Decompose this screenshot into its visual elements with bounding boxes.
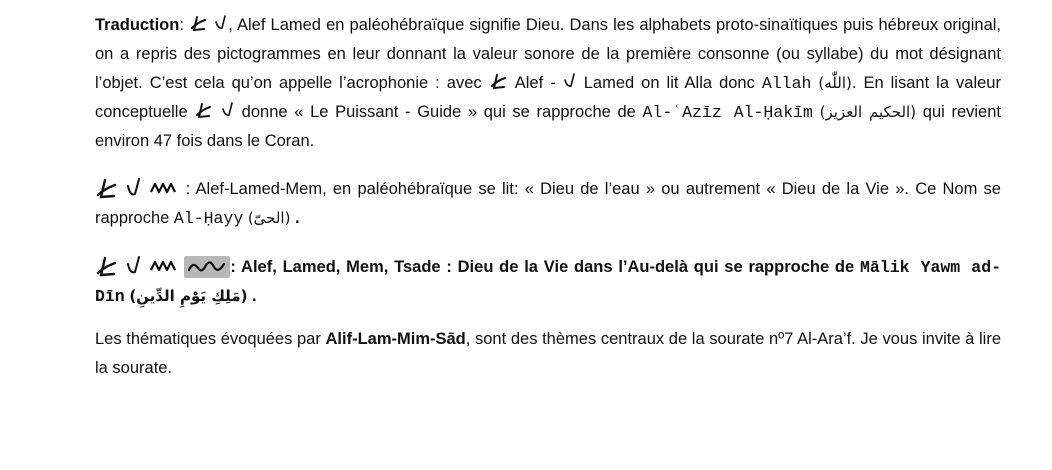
document-body [95,0,1001,383]
hayy-transliteration: Al-Ḥayy [173,209,244,228]
paleo-lamed-icon [214,14,228,32]
alif-lam-mim-sad: Alif-Lam-Mim-Sād [325,330,466,348]
paleo-alef-icon [194,101,214,119]
p2-text-1: : Alef-Lamed-Mem, en paléohébraïque se lit: « Dieu de l’eau » ou autrement « Dieu de la Vie ». Ce Nom se rapproche [95,180,1001,227]
paleo-mem-icon [149,176,179,200]
p3-text-1: : Alef, Lamed, Mem, Tsade : Dieu de la Vie dans l’Au-delà qui se rapproche de [230,258,855,276]
allah-transliteration: Allah [761,74,812,93]
lamed-label: Lamed on lit Alla donc [583,74,755,92]
p1-text-2: . En lisant la valeur conceptuelle [95,74,1001,121]
paleo-lamed-icon [221,101,235,119]
paleo-alef-icon [489,72,509,90]
paragraph-alef-lamed-mem-tsade [95,253,1001,311]
p1-text-3: donne « Le Puissant - Guide » qui se rapproche de [241,103,636,121]
paragraph-alef-lamed-mem [95,175,1001,233]
p2-end: . [295,209,300,227]
alef-label: Alef - [514,74,556,92]
p4-text-1: Les thématiques évoquées par [95,330,321,348]
p1-text-1: , Alef Lamed en paléohébraïque signifie Dieu. Dans les alphabets proto-sinaïtiques puis hébreux original, on a repris des pictogrammes en leur donnant la valeur sonore de la première consonne (ou syllabe) du mot désignant l’objet. C’est cela qu’on appelle l’acrophonie : avec [95,16,1001,92]
aziz-arabic: (الحكيم العزيز) [819,103,917,121]
allah-arabic: (اللّٰه) [818,74,852,92]
paleo-alef-icon [95,176,119,200]
label-colon: : [179,16,184,34]
traduction-label: Traduction [95,16,180,34]
hayy-arabic: (الحىّ) [247,209,291,227]
paleo-alef-icon [189,14,209,32]
p3-end: . [252,287,257,305]
malik-arabic: (مَلِكِ يَوْمِ الدِّينِ) [129,287,248,305]
paleo-lamed-icon [125,176,143,200]
paragraph-thematiques [95,325,1001,383]
paleo-tsade-icon [184,256,230,278]
paragraph-traduction [95,0,1001,156]
paleo-mem-icon [149,254,179,278]
aziz-transliteration: Al-ʿAzīz Al-Ḥakīm [642,103,813,122]
paleo-lamed-icon [125,254,143,278]
paleo-alef-icon [95,254,119,278]
paleo-lamed-icon [563,72,577,90]
p4-text-2: , sont des thèmes centraux de la sourate nº7 Al-Ara’f. Je vous invite à lire la sourate. [95,330,1001,377]
malik-transliteration: Mālik Yawm ad-Dīn [95,258,1002,306]
p1-text-4: qui revient environ 47 fois dans le Coran. [95,103,1001,150]
